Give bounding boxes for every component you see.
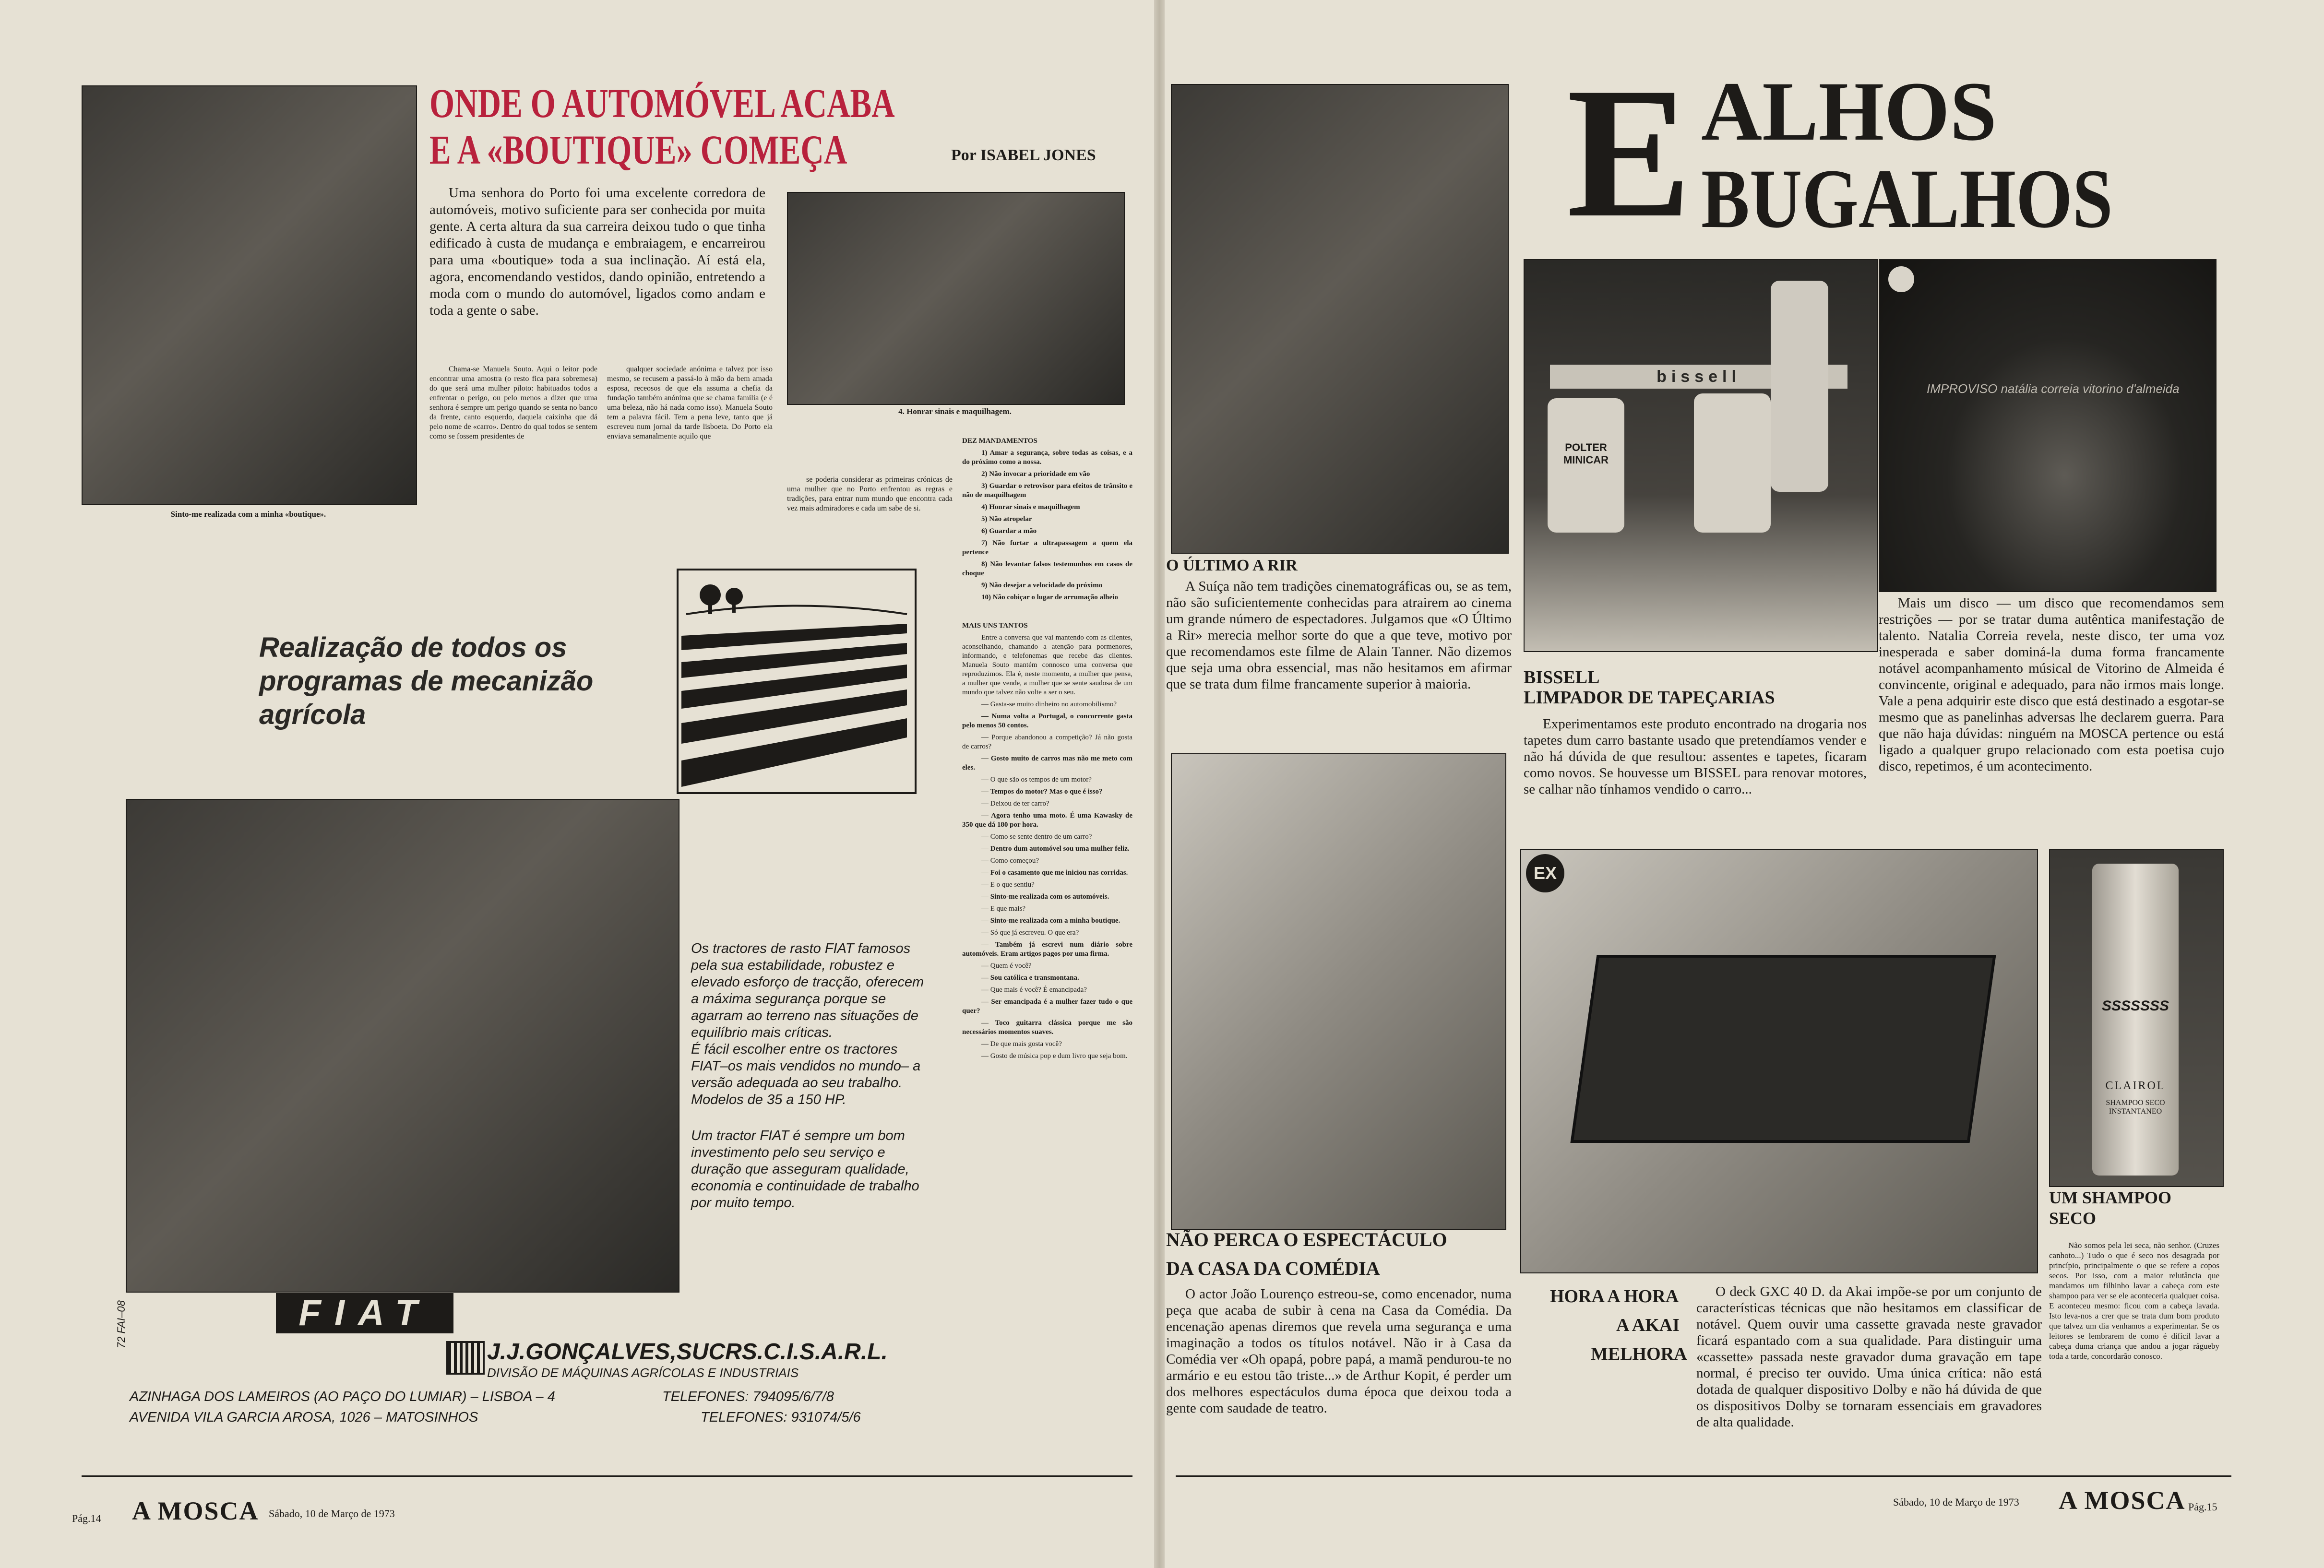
mais-paragraph: — Gosto de música pop e dum livro que seja bom. [981, 1052, 1128, 1060]
tractor-photo [126, 799, 679, 1293]
photo1-caption: Sinto-me realizada com a minha «boutique». [170, 510, 326, 519]
dez-item: 9) Não desejar a velocidade do próximo [981, 582, 1103, 589]
dez-mandamentos [962, 437, 1132, 1064]
dez-item: 7) Não furtar a ultrapassagem a quem ela pertence [962, 539, 1132, 556]
bissell-can-3 [1771, 281, 1828, 492]
field-illustration [677, 569, 917, 794]
shampoo-text [2049, 1240, 2219, 1364]
ultimo-paragraph: A Suíça não tem tradições cinematográficas ou, se as tem, não são suficientemente conhecidas para atrairem ao cinema um grande número de espectadores. Julgamos que «O Último a Rir» merecia melhor sorte do que a que teve, motivo por que recomendamos este filme de Alain Tanner. Não dizemos que seja uma obra essencial, mas não hesitamos em afirmar que se trata dum filme francamente superior à maioria. [1166, 579, 1512, 692]
mais-paragraph: — Agora tenho uma moto. É uma Kawasky de 350 que dá 180 por hora. [962, 812, 1132, 829]
photo2-caption: 4. Honrar sinais e maquilhagem. [898, 407, 1012, 416]
shampoo-bottle [2092, 864, 2179, 1176]
dealer-logo-icon [446, 1341, 485, 1375]
article-col2-text: qualquer sociedade anónima e talvez por isso mesmo, se recusem a passá-lo à mão da bem amada esposa, receosos de que ela assuma a chefia da fundação também anónima que se chama família (e é uma beleza, não há nada como isso). Manuela Souto tem a palavra fácil. Tem a pena leve, tanto que já escreveu num jornal da tarde lisboeta. Do Porto ela enviava semanalmente aquilo que [607, 365, 773, 440]
mais-paragraph: — E o que sentiu? [981, 881, 1035, 889]
mais-title: MAIS UNS TANTOS [962, 622, 1028, 630]
bissell-can-label: POLTER MINICAR [1563, 441, 1609, 466]
right-page-number: Pág.15 [2188, 1501, 2217, 1513]
mais-paragraph: — Sinto-me realizada com os automóveis. [981, 893, 1109, 901]
bissell-box-label: bissell [1550, 365, 1847, 389]
dez-title: DEZ MANDAMENTOS [962, 437, 1037, 445]
left-date: Sábado, 10 de Março de 1973 [269, 1508, 395, 1520]
akai-deck-body [1570, 955, 1996, 1143]
mais-paragraph: — Só que já escreveu. O que era? [981, 929, 1079, 937]
bissell-can-2 [1694, 393, 1771, 533]
shampoo-title1: UM SHAMPOO [2049, 1188, 2171, 1207]
dealer-name: J.J.GONÇALVES,SUCRS.C.I.S.A.R.L. [487, 1339, 888, 1365]
disco-cover [1879, 259, 2217, 592]
akai-title1: HORA A HORA [1550, 1286, 1679, 1307]
mais-paragraph: — Gosto muito de carros mas não me meto com eles. [962, 755, 1132, 772]
mais-paragraph: — Ser emancipada é a mulher fazer tudo o que quer? [962, 998, 1132, 1015]
ultimo-a-rir-photo [1171, 84, 1509, 554]
left-masthead: A MOSCA [132, 1497, 259, 1525]
disco-paragraph: Mais um disco — um disco que recomendamos sem restrições — por se tratar duma autêntica manifestação de talento. Natalia Correia revela, neste disco, ter uma voz inesperada e saber dominá-la duma forma francamente notável acompanhamento músical de Vitorino de Almeida é convincente, original e adequado, para não irmos mais longe. Vale a pena adquirir este disco que está destinado a esgotar-se mesmo que as panelinhas adversas lhe declarem guerra. Para que não haja dúvidas: ninguém na MOSCA pertence ou está ligado a qualquer grupo relacionado com esta poetisa cujo disco, repetimos, é um acontecimento. [1879, 595, 2224, 774]
fiat-ad-code: 72 FAI–08 [115, 1300, 127, 1348]
article-col3 [787, 475, 953, 516]
shampoo-bottle-name: CLAIROL [2105, 1080, 2166, 1092]
dealer-phone1: TELEFONES: 794095/6/7/8 [662, 1389, 834, 1404]
fiat-ad-body2: É fácil escolher entre os tractores FIAT–os mais vendidos no mundo– a versão adequada ao seu trabalho. Modelos de 35 a 150 HP. [691, 1042, 921, 1107]
disco-logo-icon [1888, 266, 1914, 292]
ultimo-title: O ÚLTIMO A RIR [1166, 557, 1298, 574]
mais-paragraph: — Gasta-se muito dinheiro no automobilismo? [981, 701, 1117, 708]
dez-item: 5) Não atropelar [981, 515, 1032, 523]
right-date: Sábado, 10 de Março de 1973 [1893, 1496, 2019, 1508]
akai-paragraph: O deck GXC 40 D. da Akai impõe-se por um conjunto de características técnicas que não hesitamos em classificar de notável. Quem ouvir uma cassette gravada neste gravador ficará espantado com a sua qualidade. Para distinguir uma «cassette» passada neste gravador duma gravação em tape normal, é preciso ter ouvido. Uma única crítica: não está dotada de qualquer dispositivo Dolby e não há dúvida de que os dispositivos Dolby se tornaram essenciais em gravadores de alta qualidade. [1696, 1284, 2042, 1430]
disco-text [1879, 595, 2224, 777]
mais-paragraph: — De que mais gosta você? [981, 1040, 1062, 1048]
dez-item: 2) Não invocar a prioridade em vão [981, 470, 1090, 478]
headline-line2: E A «BOUTIQUE» COMEÇA [429, 127, 847, 173]
shampoo-bottle-desc: SHAMPOO SECO INSTANTANEO [2106, 1099, 2165, 1116]
fiat-ad-body [691, 940, 926, 1212]
fiat-ad-body1: Os tractores de rasto FIAT famosos pela sua estabilidade, robustez e elevado esforço de tracção, oferecem a máxima segurança porque se agarram ao terreno nas situações de equilíbrio mais críticas. [691, 941, 924, 1040]
article-col1 [429, 365, 597, 444]
headline-line1: ONDE O AUTOMÓVEL ACABA [429, 80, 895, 126]
article-col3-text: se poderia considerar as primeiras crónicas de uma mulher que no Porto enfrentou as regras e tradições, para entrar num mundo que encontra cada vez mais admiradores e cada um sabe de si. [787, 475, 953, 512]
dez-item: 8) Não levantar falsos testemunhos em casos de choque [962, 560, 1132, 577]
article-col2 [607, 365, 773, 444]
mais-paragraph: — Quem é você? [981, 962, 1032, 970]
manuela-souto-photo [82, 85, 417, 505]
espectaculo-title2: DA CASA DA COMÉDIA [1166, 1258, 1380, 1279]
shampoo-title2: SECO [2049, 1209, 2097, 1228]
section-title-line1: ALHOS [1701, 65, 1997, 158]
akai-badge: EX [1526, 854, 1564, 892]
bissell-paragraph: Experimentamos este produto encontrado na drogaria nos tapetes dum carro bastante usado que pretendíamos vender e não há dúvida de que resultou: assentes e tapetes, ficaram como novos. Se houvesse um BISSEL para renovar motores, se calhar não tínhamos vendido o carro... [1524, 716, 1867, 797]
fiat-ad-headline: Realização de todos os programas de mecanizão agrícola [259, 632, 594, 730]
fiat-ad-body3: Um tractor FIAT é sempre um bom investimento pelo seu serviço e duração que asseguram qualidade, economia e continuidade de trabalho por muito tempo. [691, 1128, 919, 1211]
dez-item: 1) Amar a segurança, sobre todas as coisas, e a do próximo como a nossa. [962, 449, 1132, 466]
espectaculo-paragraph: O actor João Lourenço estreou-se, como encenador, numa peça que acaba de subir à cena na Casa da Comédia. Da encenação apenas diremos que revela uma segurança e uma imaginação a todos os títulos notável. Não ir à Casa da Comédia ver «Oh opapá, pobre papá, a mamã pendurou-te no armário e eu estou tão triste...» de Arthur Kopit, é perder um dos melhores espectáculos duma época que deixou toda a gente com saudade de teatro. [1166, 1286, 1512, 1416]
mais-paragraph: — Que mais é você? É emancipada? [981, 986, 1087, 994]
joao-lourenco-photo [1171, 753, 1506, 1230]
intro-paragraph: Uma senhora do Porto foi uma excelente corredora de automóveis, motivo suficiente para ser conhecida por muita gente. A certa altura da sua carreira deixou tudo o que tinha edificado à custa de mudança e embraiagem, e encarreirou para uma «boutique» toda a sua inclinação. Aí está ela, agora, encomendando vestidos, dando opinião, entretendo a moda com o mundo do automóvel, ligados como andam e toda a gente o sabe. [429, 185, 765, 318]
mais-paragraph: — Também já escrevi num diário sobre automóveis. Eram artigos pagos por uma firma. [962, 941, 1132, 958]
shampoo-bottle-brand: SSSSSSS [2101, 998, 2169, 1014]
right-masthead: A MOSCA [2059, 1486, 2186, 1515]
intro-text [429, 185, 765, 322]
article-col1-text: Chama-se Manuela Souto. Aqui o leitor pode encontrar uma amostra (o resto fica para sobremesa) do que será uma mulher piloto: habituados todos a enfrentar o perigo, ou pelo menos a dizer que uma senhora é sempre um perigo quando se senta no banco da frente, canto esquerdo, daquela caixinha que dá pelo nome de «carro». Dentro do qual todos se sentem como se fossem presidentes de [429, 365, 597, 440]
left-page-number: Pág.14 [72, 1512, 101, 1524]
mais-paragraph: — O que são os tempos de um motor? [981, 776, 1092, 784]
byline: Por ISABEL JONES [951, 146, 1096, 164]
mais-paragraph: Entre a conversa que vai mantendo com as clientes, aconselhando, chamando a atenção para pormenores, informando, e telefonemas que recebe das clientes. Manuela Souto mantém connosco uma conversa que reproduzimos. Ela é, neste momento, a mulher que pensa, a mulher que vende, a mulher que se sente saudosa de um mundo que talvez não volte a ser o seu. [962, 634, 1132, 696]
left-footer-rule [82, 1475, 1132, 1477]
dez-item: 3) Guardar o retrovisor para efeitos de trânsito e não de maquilhagem [962, 482, 1132, 499]
mais-paragraph: — Toco guitarra clássica porque me são necessários momentos suaves. [962, 1019, 1132, 1036]
dealer-address2: AVENIDA VILA GARCIA AROSA, 1026 – MATOSINHOS [130, 1410, 478, 1425]
mais-paragraph: — Como começou? [981, 857, 1039, 865]
dealer-subtitle: DIVISÃO DE MÁQUINAS AGRÍCOLAS E INDUSTRIAIS [487, 1366, 799, 1380]
dez-item: 10) Não cobiçar o lugar de arrumação alheio [981, 594, 1118, 601]
dez-item: 4) Honrar sinais e maquilhagem [981, 503, 1080, 511]
spine [1154, 0, 1165, 1568]
mais-paragraph: — Dentro dum automóvel sou uma mulher feliz. [981, 845, 1130, 853]
akai-title3: MELHORA [1591, 1344, 1687, 1364]
bissell-text [1524, 716, 1867, 800]
boutique-photo [787, 192, 1125, 405]
mais-paragraph: — E que mais? [981, 905, 1026, 913]
dealer-phone2: TELEFONES: 931074/5/6 [701, 1410, 861, 1425]
mais-paragraph: — Tempos do motor? Mas o que é isso? [981, 788, 1103, 796]
shampoo-paragraph: Não somos pela lei seca, não senhor. (Cruzes canhoto...) Tudo o que é seco nos desagrada por princípio, principalmente o que se refere a copos secos. Por isso, com a maior relutância que mandamos um filhinho lavar a cabeça com este shampoo para ver se ele aconteceria qualquer coisa. E aconteceu mesmo: ficou com a cabeça lavada. Isto leva-nos a crer que se trata dum bom produto que talvez um dia venhamos a experimentar. Se os leitores se lembrarem de como é difícil lavar a cabeça duma criança que andou a jogar rágueby toda a tarde, concordarão conosco. [2049, 1241, 2219, 1361]
espectaculo-title1: NÃO PERCA O ESPECTÁCULO [1166, 1229, 1447, 1250]
dez-item: 6) Guardar a mão [981, 527, 1037, 535]
akai-text [1696, 1283, 2042, 1433]
mais-paragraph: — Numa volta a Portugal, o concorrente gasta pelo menos 50 contos. [962, 713, 1132, 729]
mais-paragraph: — Foi o casamento que me iniciou nas corridas. [981, 869, 1128, 877]
section-title-line2: BUGALHOS [1701, 152, 2113, 246]
espectaculo-text [1166, 1286, 1512, 1419]
bissell-title2: LIMPADOR DE TAPEÇARIAS [1524, 688, 1775, 708]
mais-paragraph: — Sou católica e transmontana. [981, 974, 1079, 982]
mais-paragraph: — Porque abandonou a competição? Já não gosta de carros? [962, 734, 1132, 750]
akai-title2: A AKAI [1616, 1315, 1680, 1335]
mais-paragraph: — Como se sente dentro de um carro? [981, 833, 1092, 841]
fiat-logo: FIAT [276, 1293, 453, 1333]
section-big-e: E [1567, 49, 1692, 256]
ultimo-text [1166, 578, 1512, 695]
dealer-address1: AZINHAGA DOS LAMEIROS (AO PAÇO DO LUMIAR) – LISBOA – 4 [130, 1389, 555, 1404]
disco-cover-text: IMPROVISO natália correia vitorino d'almeida [1927, 381, 2180, 396]
mais-paragraph: — Sinto-me realizada com a minha boutique. [981, 917, 1120, 925]
bissell-title1: BISSELL [1524, 667, 1600, 688]
mais-paragraph: — Deixou de ter carro? [981, 800, 1049, 808]
right-footer-rule [1176, 1475, 2231, 1477]
